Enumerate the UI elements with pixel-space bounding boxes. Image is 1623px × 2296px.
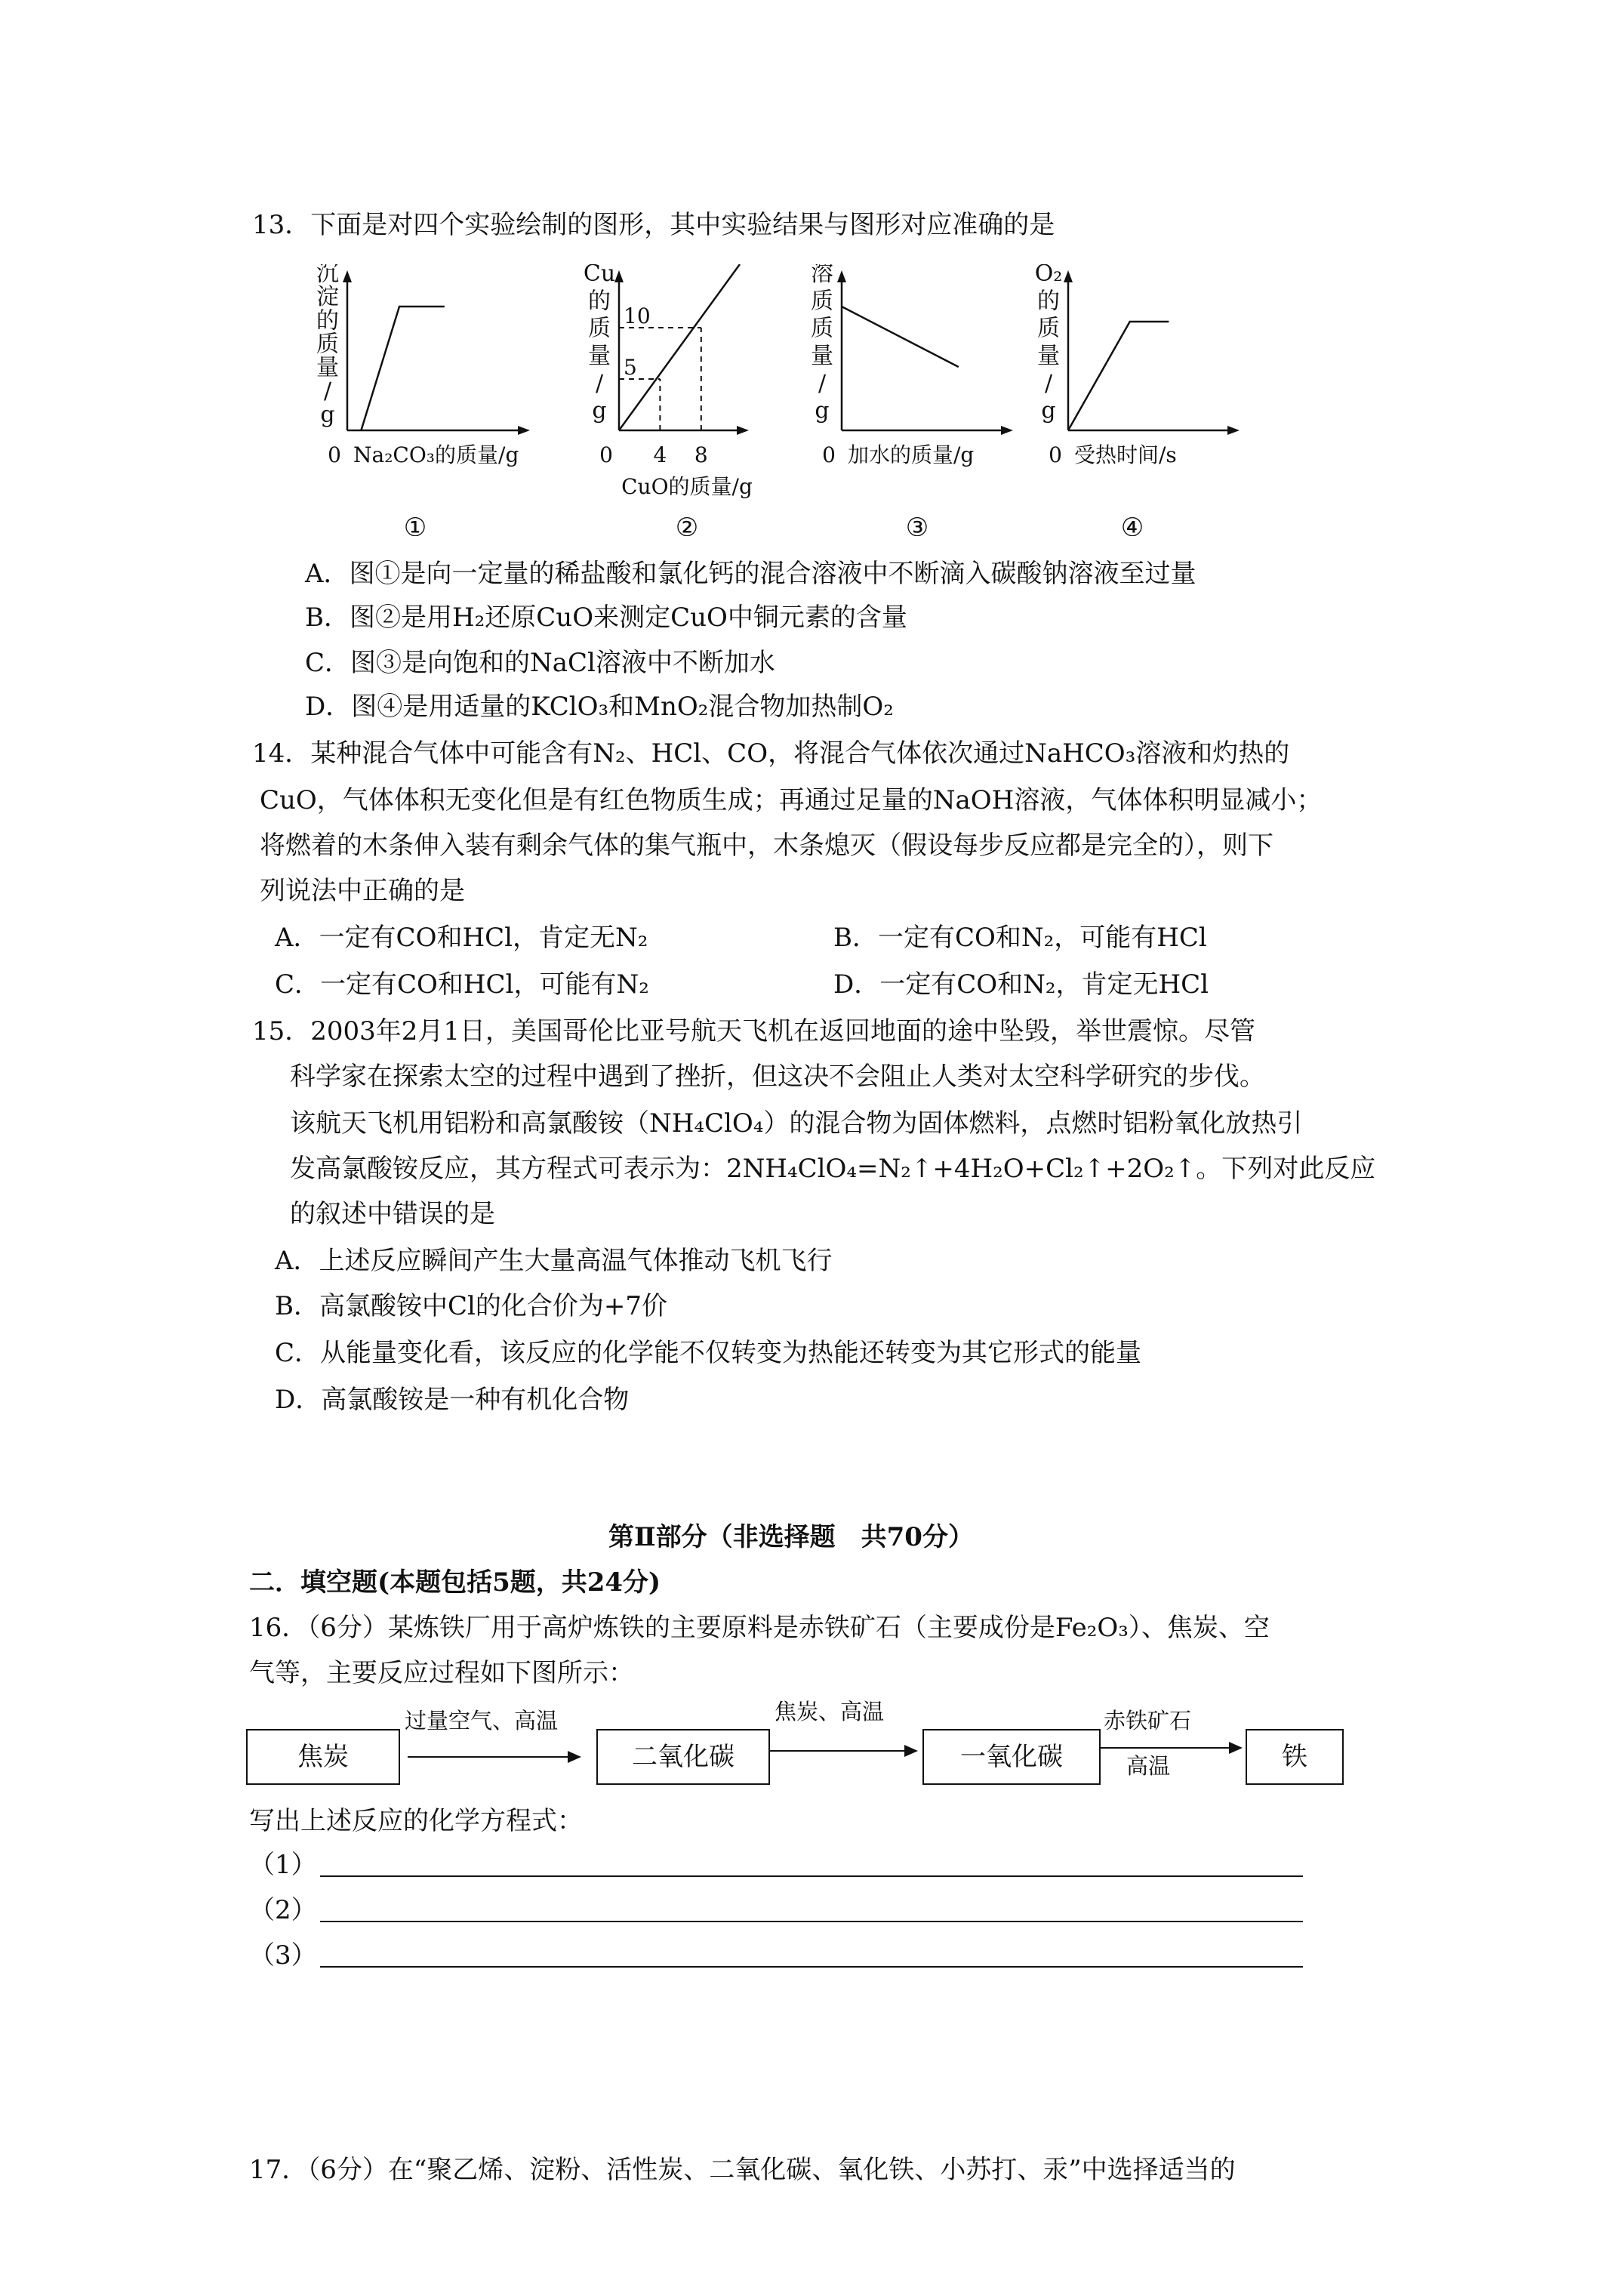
graph-1-y-arrowhead bbox=[343, 270, 352, 282]
graph-1-y-label-char: g bbox=[320, 401, 335, 428]
graph-4-y-label-char: / bbox=[1044, 370, 1053, 397]
graph-3-x-label: 加水的质量/g bbox=[848, 442, 975, 467]
graph-2-y-label-char: / bbox=[595, 370, 604, 397]
q16-blank-3-label: （3） bbox=[249, 1940, 317, 1971]
graph-1-x-label: Na₂CO₃的质量/g bbox=[353, 442, 519, 467]
q13-graphs bbox=[279, 264, 1261, 536]
graph-4-y-arrowhead bbox=[1064, 270, 1073, 282]
q14-option-d: D．一定有CO和N₂，肯定无HCl bbox=[833, 969, 1209, 1000]
graph-3-marker: ③ bbox=[905, 513, 929, 536]
graph-2-y-label-char: 的 bbox=[588, 288, 611, 315]
flow-arrow-3 bbox=[1101, 1747, 1241, 1749]
graph-2-y-tick: 10 bbox=[624, 304, 651, 328]
q14-stem-line-3: 将燃着的木条伸入装有剩余气体的集气瓶中，木条熄灭（假设每步反应都是完全的），则下 bbox=[260, 831, 1273, 861]
graph-3-origin: 0 bbox=[822, 442, 836, 467]
graph-2-y-label-char: 质 bbox=[588, 315, 611, 342]
q16-blank-1[interactable] bbox=[320, 1875, 1303, 1877]
graph-4-origin: 0 bbox=[1049, 442, 1062, 467]
graph-2-y-label-char: Cu bbox=[583, 264, 616, 287]
q15-option-a: A．上述反应瞬间产生大量高温气体推动飞机飞行 bbox=[275, 1246, 833, 1276]
flow-arrow-2 bbox=[770, 1750, 916, 1752]
graph-3-data-line bbox=[842, 307, 959, 367]
q16-blank-2[interactable] bbox=[320, 1921, 1303, 1922]
graph-4-x-label: 受热时间/s bbox=[1074, 442, 1177, 467]
q16-blank-3[interactable] bbox=[320, 1966, 1303, 1968]
graph-2-origin: 0 bbox=[599, 442, 613, 467]
flow-arrow3-label-bottom: 高温 bbox=[1126, 1753, 1171, 1779]
q15-stem-line-1: 15．2003年2月1日，美国哥伦比亚号航天飞机在返回地面的途中坠毁，举世震惊。尽管 bbox=[252, 1016, 1256, 1046]
q16-prompt: 写出上述反应的化学方程式： bbox=[249, 1806, 583, 1836]
q15-option-c: C．从能量变化看，该反应的化学能不仅转变为热能还转变为其它形式的能量 bbox=[275, 1338, 1142, 1368]
graph-3-y-label-char: / bbox=[818, 370, 827, 397]
q15-stem-line-4: 发高氯酸铵反应，其方程式可表示为：2NH₄ClO₄=N₂↑+4H₂O+Cl₂↑+2O₂↑。下列对此反应 bbox=[290, 1154, 1376, 1184]
q13-stem: 13．下面是对四个实验绘制的图形，其中实验结果与图形对应准确的是 bbox=[252, 210, 1055, 240]
graph-2-y-tick: 5 bbox=[624, 355, 637, 380]
graph-3-y-label-char: 质 bbox=[811, 288, 833, 315]
graph-4-y-label-char: g bbox=[1041, 397, 1056, 424]
graph-1-x-arrowhead bbox=[518, 426, 530, 435]
q14-stem-line-1: 14．某种混合气体中可能含有N₂、HCl、CO，将混合气体依次通过NaHCO₃溶液和灼热的 bbox=[252, 738, 1290, 769]
q17-stem: 17．（6分）在“聚乙烯、淀粉、活性炭、二氧化碳、氧化铁、小苏打、汞”中选择适当的 bbox=[249, 2155, 1236, 2185]
q14-option-a: A．一定有CO和HCl，肯定无N₂ bbox=[275, 923, 648, 953]
q16-blank-1-label: （1） bbox=[249, 1850, 317, 1880]
graph-1-marker: ① bbox=[403, 513, 427, 536]
graph-4-x-arrowhead bbox=[1227, 426, 1240, 435]
section-title: 二．填空题(本题包括5题，共24分) bbox=[249, 1567, 661, 1598]
q13-option-c: C．图③是向饱和的NaCl溶液中不断加水 bbox=[305, 648, 775, 678]
graph-2-x-label: CuO的质量/g bbox=[621, 474, 753, 499]
graph-4-data-line bbox=[1068, 322, 1169, 430]
q15-stem-line-5: 的叙述中错误的是 bbox=[290, 1199, 495, 1229]
flow-box-co2: 二氧化碳 bbox=[596, 1729, 770, 1785]
graph-3-y-label-char: g bbox=[815, 397, 830, 424]
graph-1-origin: 0 bbox=[328, 442, 341, 467]
graph-3-y-label-char: 溶 bbox=[811, 264, 833, 287]
graph-1-y-label-char: / bbox=[323, 378, 332, 405]
graph-2-x-arrowhead bbox=[737, 426, 749, 435]
graph-2-marker: ② bbox=[675, 513, 699, 536]
q16-stem-line-1: 16．（6分）某炼铁厂用于高炉炼铁的主要原料是赤铁矿石（主要成份是Fe₂O₃）、焦炭、空 bbox=[249, 1613, 1270, 1643]
q13-graphs-svg bbox=[279, 264, 1261, 536]
q15-option-d: D．高氯酸铵是一种有机化合物 bbox=[275, 1385, 630, 1415]
flow-box-iron: 铁 bbox=[1246, 1729, 1344, 1785]
graph-2-y-label-char: 量 bbox=[588, 343, 611, 369]
graph-2-y-arrowhead bbox=[614, 270, 624, 282]
q14-stem-line-4: 列说法中正确的是 bbox=[260, 876, 465, 906]
flow-arrow1-label: 过量空气、高温 bbox=[405, 1708, 559, 1734]
graph-2-x-tick: 4 bbox=[653, 442, 667, 467]
q14-stem-line-2: CuO，气体体积无变化但是有红色物质生成；再通过足量的NaOH溶液，气体体积明显减小； bbox=[260, 785, 1323, 815]
flow-box-coke: 焦炭 bbox=[246, 1729, 400, 1785]
graph-3-y-label-char: 量 bbox=[811, 343, 833, 369]
graph-4-marker: ④ bbox=[1120, 513, 1144, 536]
graph-4-y-label-char: 的 bbox=[1037, 288, 1060, 315]
graph-2-x-tick: 8 bbox=[694, 442, 708, 467]
part2-title: 第Ⅱ部分（非选择题 共70分） bbox=[608, 1522, 974, 1552]
q16-blank-2-label: （2） bbox=[249, 1895, 317, 1925]
q15-option-b: B．高氯酸铵中Cl的化合价为+7价 bbox=[275, 1291, 668, 1321]
q14-option-c: C．一定有CO和HCl，可能有N₂ bbox=[275, 969, 649, 1000]
q13-option-a: A．图①是向一定量的稀盐酸和氯化钙的混合溶液中不断滴入碳酸钠溶液至过量 bbox=[305, 559, 1196, 589]
flow-box-co: 一氧化碳 bbox=[922, 1729, 1101, 1785]
graph-1-data-line bbox=[361, 307, 444, 430]
graph-2-y-label-char: g bbox=[592, 397, 607, 424]
graph-1-y-label-char: 质 bbox=[316, 331, 339, 358]
graph-4-y-label-char: 质 bbox=[1037, 315, 1060, 342]
graph-3-y-arrowhead bbox=[837, 270, 846, 282]
graph-4-y-label-char: 量 bbox=[1037, 343, 1060, 369]
q13-option-d: D．图④是用适量的KClO₃和MnO₂混合物加热制O₂ bbox=[305, 692, 894, 722]
q14-option-b: B．一定有CO和N₂，可能有HCl bbox=[833, 923, 1207, 953]
flow-arrow-1 bbox=[408, 1756, 580, 1758]
q15-stem-line-2: 科学家在探索太空的过程中遇到了挫折，但这决不会阻止人类对太空科学研究的步伐。 bbox=[290, 1062, 1265, 1092]
graph-1-y-label-char: 沉 bbox=[316, 264, 339, 287]
graph-3-x-arrowhead bbox=[1001, 426, 1013, 435]
graph-3-y-label-char: 质 bbox=[811, 315, 833, 342]
graph-1-y-label-char: 淀 bbox=[316, 284, 339, 311]
q16-stem-line-2: 气等，主要反应过程如下图所示： bbox=[249, 1658, 634, 1688]
flow-arrow2-label: 焦炭、高温 bbox=[775, 1699, 885, 1724]
graph-1-y-label-char: 量 bbox=[316, 354, 339, 381]
q15-stem-line-3: 该航天飞机用铝粉和高氯酸铵（NH₄ClO₄）的混合物为固体燃料，点燃时铝粉氧化放热引 bbox=[290, 1108, 1303, 1139]
graph-4-y-label-char: O₂ bbox=[1034, 264, 1063, 287]
graph-1-y-label-char: 的 bbox=[316, 307, 339, 334]
q13-option-b: B．图②是用H₂还原CuO来测定CuO中铜元素的含量 bbox=[305, 603, 907, 633]
graph-2-data-line bbox=[619, 264, 740, 430]
flow-arrow3-label-top: 赤铁矿石 bbox=[1104, 1708, 1192, 1734]
